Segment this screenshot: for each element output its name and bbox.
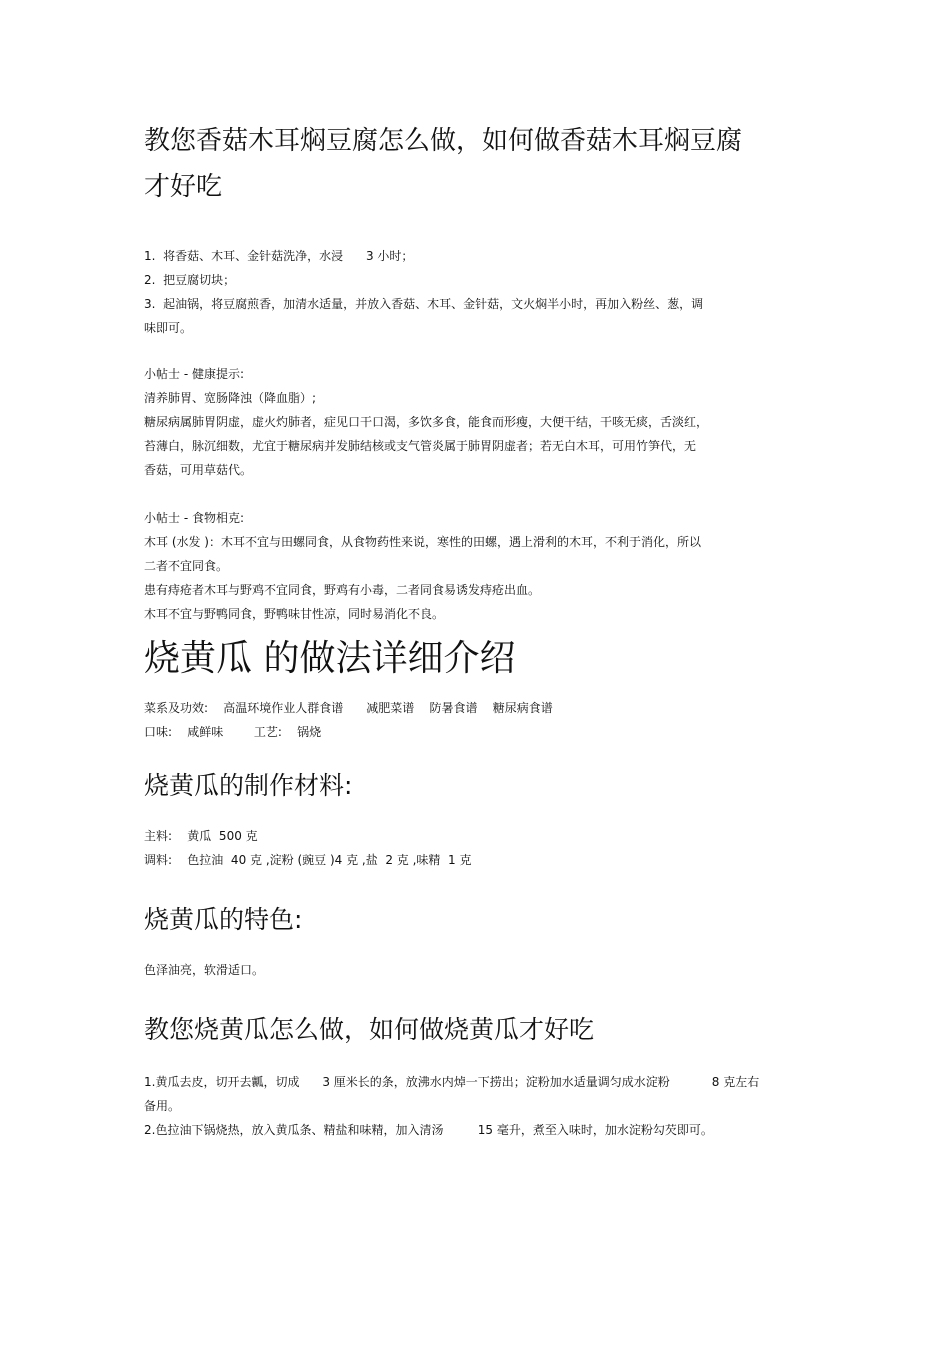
recipe1-title-line1: 教您香菇木耳焖豆腐怎么做，如何做香菇木耳焖豆腐 xyxy=(144,126,743,156)
health-tip-line: 清养肺胃、宽肠降浊（降血脂）; xyxy=(144,391,317,405)
howto-step-1: 1.黄瓜去皮，切开去瓤，切成 3 厘米长的条，放沸水内焯一下捞出；淀粉加水适量调匀成水淀粉 8 克左右 xyxy=(144,1075,760,1089)
step-1: 1. 将香菇、木耳、金针菇洗净，水浸 3 小时； xyxy=(144,249,414,263)
feature-text: 色泽油亮，软滑适口。 xyxy=(144,963,265,977)
step-2: 2. 把豆腐切块； xyxy=(144,273,236,287)
health-tip-line: 苔薄白，脉沉细数，尤宜于糖尿病并发肺结核或支气管炎属于肺胃阴虚者；若无白木耳，可用竹笋代，无 xyxy=(144,439,697,453)
seasoning: 调料: 色拉油 40 克 ,淀粉 (豌豆 )4 克 ,盐 2 克 ,味精 1 克 xyxy=(144,853,472,867)
health-tip-heading: 小帖士 - 健康提示: xyxy=(144,367,245,381)
materials-heading: 烧黄瓜的制作材料: xyxy=(144,771,353,800)
howto-step-2: 2.色拉油下锅烧热，放入黄瓜条、精盐和味精，加入清汤 15 毫升，煮至入味时，加水淀粉勾芡即可。 xyxy=(144,1123,713,1137)
food-conflict-line: 木耳 (水发 )：木耳不宜与田螺同食，从食物药性来说，寒性的田螺，遇上滑利的木耳，不利于消化，所以 xyxy=(144,535,701,549)
food-conflict-line: 二者不宜同食。 xyxy=(144,559,229,573)
howto-heading: 教您烧黄瓜怎么做，如何做烧黄瓜才好吃 xyxy=(144,1015,595,1044)
health-tip-line: 香菇，可用草菇代。 xyxy=(144,463,253,477)
food-conflict-line: 患有痔疮者木耳与野鸡不宜同食，野鸡有小毒，二者同食易诱发痔疮出血。 xyxy=(144,583,541,597)
health-tip-line: 糖尿病属肺胃阴虚，虚火灼肺者，症见口干口渴，多饮多食，能食而形瘦，大便干结，干咳无痰，舌淡红， xyxy=(144,415,709,429)
step-3: 3. 起油锅，将豆腐煎香，加清水适量，并放入香菇、木耳、金针菇，文火焖半小时，再加入粉丝、葱，调 xyxy=(144,297,704,311)
food-conflict-heading: 小帖士 - 食物相克: xyxy=(144,511,245,525)
taste-info: 口味: 咸鲜味 工艺: 锅烧 xyxy=(144,725,322,739)
cuisine-info: 菜系及功效: 高温环境作业人群食谱 减肥菜谱 防暑食谱 糖尿病食谱 xyxy=(144,701,553,715)
feature-heading: 烧黄瓜的特色: xyxy=(144,905,303,934)
document-content xyxy=(144,118,804,1142)
food-conflict-line: 木耳不宜与野鸭同食，野鸭味甘性凉，同时易消化不良。 xyxy=(144,607,445,621)
step-3-cont: 味即可。 xyxy=(144,321,193,335)
recipe2-title: 烧黄瓜 的做法详细介绍 xyxy=(144,638,516,679)
recipe1-title-line2: 才好吃 xyxy=(144,172,223,202)
main-ingredient: 主料: 黄瓜 500 克 xyxy=(144,829,258,843)
howto-step-1-cont: 备用。 xyxy=(144,1099,181,1113)
